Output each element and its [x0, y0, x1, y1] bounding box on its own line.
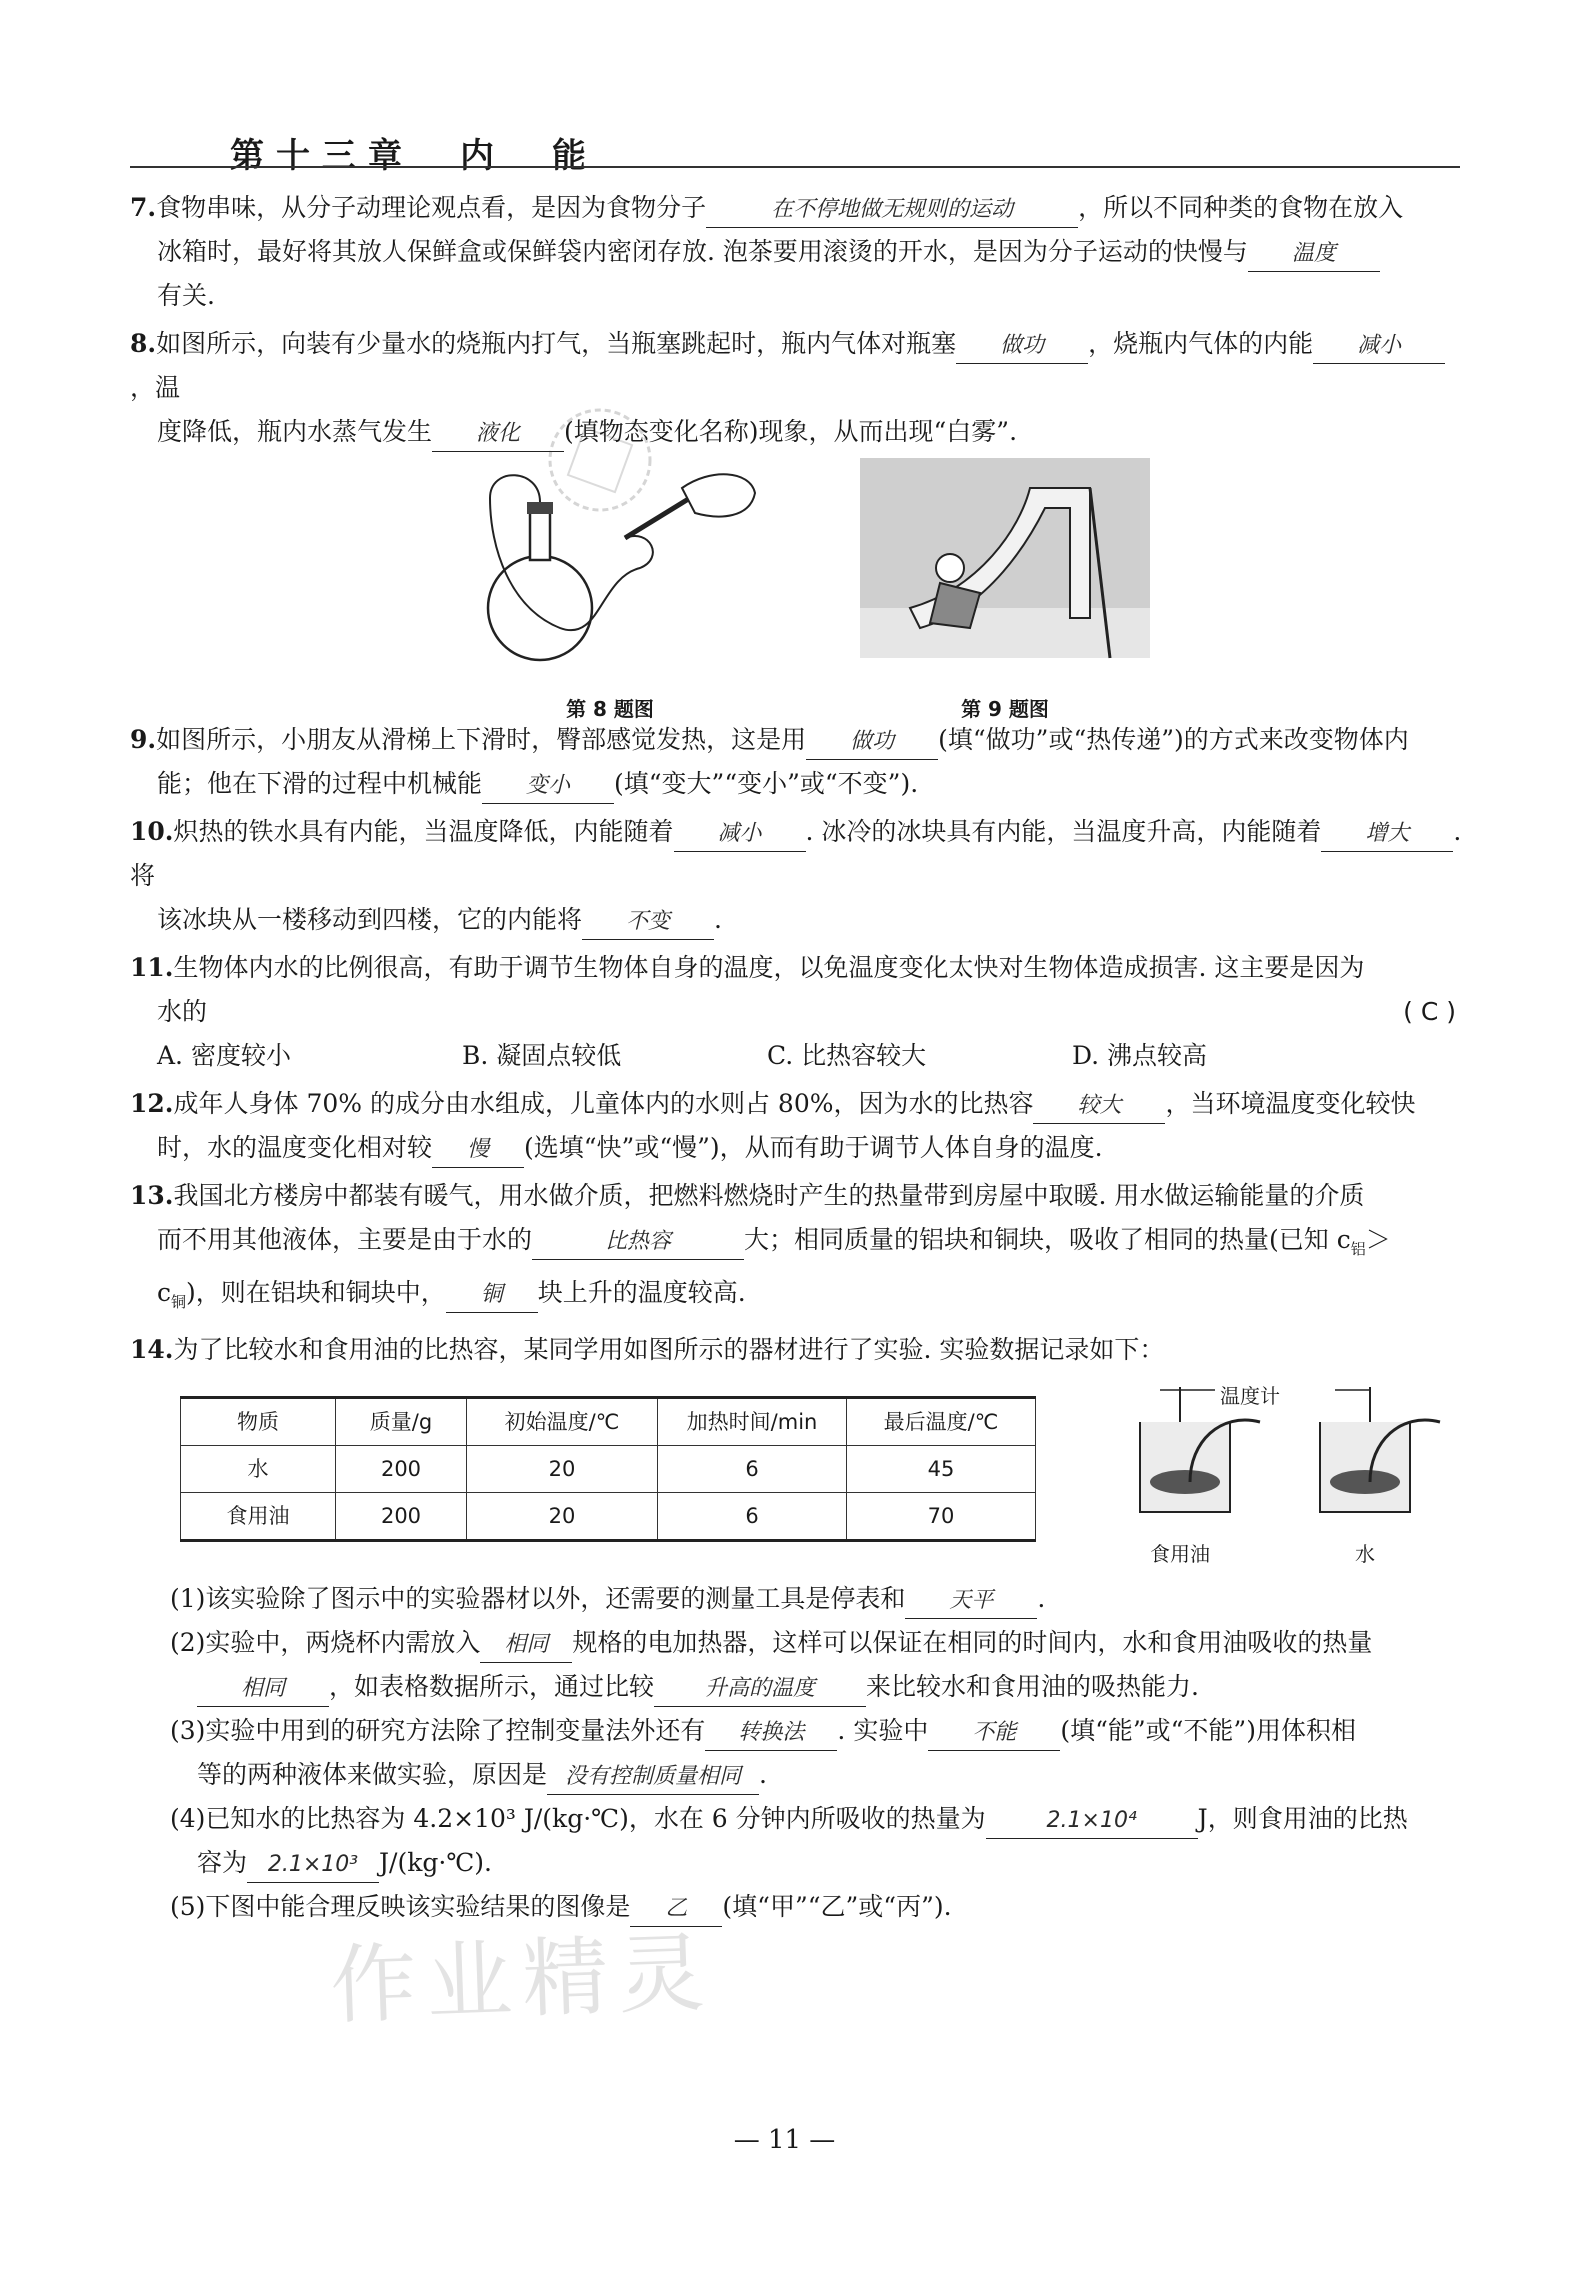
answer-blank: 没有控制质量相同 — [547, 1760, 759, 1795]
question-text: ，如表格数据所示，通过比较 — [329, 1672, 655, 1701]
table-cell: 6 — [658, 1446, 847, 1493]
answer-blank: 温度 — [1248, 237, 1380, 272]
question-text: 规格的电加热器，这样可以保证在相同的时间内，水和食用油吸收的热量 — [572, 1628, 1373, 1657]
question-text: 水的 — [157, 997, 208, 1026]
question-text: 块上升的温度较高. — [537, 1278, 746, 1307]
question-text: 大；相同质量的铝块和铜块，吸收了相同的热量(已知 c — [744, 1225, 1351, 1254]
question-text: (4)已知水的比热容为 4.2×10³ J/(kg·℃)，水在 6 分钟内所吸收的热量为 — [170, 1804, 986, 1833]
question-text: (3)实验中用到的研究方法除了控制变量法外还有 — [170, 1716, 706, 1745]
question-text: 食物串味，从分子动理论观点看，是因为食物分子 — [156, 193, 707, 222]
sub-question-2 — [170, 1621, 1466, 1709]
sub-question-3 — [170, 1709, 1466, 1797]
question-number: 7. — [130, 193, 157, 222]
question-9 — [130, 718, 1466, 806]
question-text: (5)下图中能合理反映该实验结果的图像是 — [170, 1892, 631, 1921]
table-cell: 水 — [181, 1446, 336, 1493]
answer-blank: 2.1×10³ — [247, 1848, 379, 1883]
question-text: 炽热的铁水具有内能，当温度降低，内能随着 — [173, 817, 674, 846]
question-text: 我国北方楼房中都装有暖气，用水做介质，把燃料燃烧时产生的热量带到房屋中取暖. 用水做运输能量的介质 — [173, 1181, 1365, 1210]
sub-question-1 — [170, 1577, 1466, 1621]
question-text: ，烧瓶内气体的内能 — [1088, 329, 1314, 358]
question-text: J/(kg·℃). — [379, 1848, 492, 1877]
answer-blank: 较大 — [1033, 1089, 1165, 1124]
question-number: 14. — [130, 1335, 174, 1364]
option-a: A. 密度较小 — [157, 1041, 291, 1070]
answer-blank: 乙 — [630, 1892, 722, 1927]
answer-blank: 天平 — [905, 1584, 1037, 1619]
question-text: 时，水的温度变化相对较 — [157, 1133, 433, 1162]
page-number: — 11 — — [733, 2125, 836, 2155]
table-header: 最后温度/℃ — [847, 1398, 1036, 1446]
question-text: . 将 — [130, 817, 1462, 890]
figure-9 — [860, 458, 1150, 731]
answer-blank: 相同 — [197, 1672, 329, 1707]
figure-row — [130, 458, 1466, 721]
beakers-icon — [1120, 1382, 1460, 1542]
question-text: (填“变大”“变小”或“不变”). — [614, 769, 919, 798]
table-header: 初始温度/℃ — [467, 1398, 658, 1446]
answer-blank: 减小 — [1313, 329, 1445, 364]
question-text: (填“做功”或“热传递”)的方式来改变物体内 — [938, 725, 1409, 754]
table-row — [181, 1446, 1036, 1493]
question-number: 11. — [130, 953, 174, 982]
question-text: 容为 — [197, 1848, 248, 1877]
table-cell: 20 — [467, 1446, 658, 1493]
figure-8 — [450, 458, 770, 731]
watermark: 作业精灵 — [328, 1923, 716, 2037]
question-text: 能；他在下滑的过程中机械能 — [157, 769, 483, 798]
answer-blank: 减小 — [674, 817, 806, 852]
answer-blank: 相同 — [480, 1628, 572, 1663]
answer-blank: 慢 — [432, 1133, 524, 1168]
table-cell: 6 — [658, 1493, 847, 1541]
option-list — [130, 1034, 1466, 1078]
sub-question-4 — [170, 1797, 1466, 1885]
question-7 — [130, 186, 1466, 318]
answer-blank: 变小 — [482, 769, 614, 804]
table-row — [181, 1493, 1036, 1541]
subscript: 铝 — [1350, 1240, 1366, 1258]
table-cell: 200 — [336, 1446, 467, 1493]
question-text: ，所以不同种类的食物在放入 — [1078, 193, 1404, 222]
water-label: 水 — [1355, 1542, 1375, 1566]
table-header: 质量/g — [336, 1398, 467, 1446]
question-text: J，则食用油的比热 — [1197, 1804, 1408, 1833]
question-text: . — [759, 1760, 767, 1789]
question-text: 而不用其他液体，主要是由于水的 — [157, 1225, 533, 1254]
choice-answer: ( C ) — [1403, 997, 1456, 1026]
data-table — [180, 1396, 1036, 1542]
table-header: 物质 — [181, 1398, 336, 1446]
question-text: . — [714, 905, 722, 934]
answer-blank: 做功 — [806, 725, 938, 760]
question-text: . 实验中 — [837, 1716, 929, 1745]
header-rule — [130, 166, 1460, 168]
option-d: D. 沸点较高 — [1072, 1041, 1208, 1070]
question-text: (1)该实验除了图示中的实验器材以外，还需要的测量工具是停表和 — [170, 1584, 906, 1613]
question-text: (填“甲”“乙”或“丙”). — [722, 1892, 952, 1921]
question-text: ，温 — [130, 373, 181, 402]
question-text: 来比较水和食用油的吸热能力. — [866, 1672, 1199, 1701]
answer-blank: 液化 — [432, 417, 564, 452]
question-text: (填“能”或“不能”)用体积相 — [1060, 1716, 1356, 1745]
table-cell: 食用油 — [181, 1493, 336, 1541]
answer-blank: 增大 — [1321, 817, 1453, 852]
question-text: c — [157, 1278, 172, 1307]
table-cell: 45 — [847, 1446, 1036, 1493]
question-text: 该冰块从一楼移动到四楼，它的内能将 — [157, 905, 583, 934]
answer-blank: 比热容 — [532, 1225, 744, 1260]
question-text: 生物体内水的比例很高，有助于调节生物体自身的温度，以免温度变化太快对生物体造成损害. 这主要是因为 — [173, 953, 1365, 982]
question-text: 等的两种液体来做实验，原因是 — [197, 1760, 548, 1789]
question-text: 如图所示，小朋友从滑梯上下滑时，臀部感觉发热，这是用 — [156, 725, 807, 754]
answer-blank: 不变 — [582, 905, 714, 940]
beaker-figure — [1120, 1382, 1460, 1577]
answer-blank: 不能 — [928, 1716, 1060, 1751]
question-text: ＞ — [1365, 1225, 1391, 1254]
question-number: 9. — [130, 725, 157, 754]
question-14 — [130, 1328, 1466, 1929]
question-text: 度降低，瓶内水蒸气发生 — [157, 417, 433, 446]
question-text: . — [1037, 1584, 1046, 1613]
question-text: ，当环境温度变化较快 — [1165, 1089, 1416, 1118]
question-text: 如图所示，向装有少量水的烧瓶内打气，当瓶塞跳起时，瓶内气体对瓶塞 — [156, 329, 957, 358]
thermometer-label: 温度计 — [1220, 1384, 1280, 1408]
flask-pump-icon — [450, 458, 770, 668]
option-c: C. 比热容较大 — [767, 1041, 927, 1070]
table-header: 加热时间/min — [658, 1398, 847, 1446]
figure-caption: 第 9 题图 — [961, 697, 1049, 721]
question-text: 成年人身体 70% 的成分由水组成，儿童体内的水则占 80%，因为水的比热容 — [173, 1089, 1034, 1118]
table-cell: 20 — [467, 1493, 658, 1541]
question-text: 有关. — [157, 281, 215, 310]
table-cell: 200 — [336, 1493, 467, 1541]
answer-blank: 在不停地做无规则的运动 — [706, 193, 1078, 228]
answer-blank: 铜 — [446, 1278, 538, 1313]
question-number: 13. — [130, 1181, 174, 1210]
oil-label: 食用油 — [1150, 1542, 1210, 1566]
question-number: 8. — [130, 329, 157, 358]
question-text: 冰箱时，最好将其放人保鲜盒或保鲜袋内密闭存放. 泡茶要用滚烫的开水，是因为分子运动的快慢与 — [157, 237, 1248, 266]
answer-blank: 转换法 — [705, 1716, 837, 1751]
question-number: 10. — [130, 817, 174, 846]
question-text: 为了比较水和食用油的比热容，某同学用如图所示的器材进行了实验. 实验数据记录如下： — [173, 1335, 1165, 1364]
question-text: . 冰冷的冰块具有内能，当温度升高，内能随着 — [805, 817, 1322, 846]
table-header-row — [181, 1398, 1036, 1446]
answer-blank: 做功 — [956, 329, 1088, 364]
question-number: 12. — [130, 1089, 174, 1118]
option-b: B. 凝固点较低 — [462, 1041, 622, 1070]
question-8 — [130, 322, 1466, 454]
slide-child-icon — [860, 458, 1150, 668]
question-13 — [130, 1174, 1466, 1324]
chapter-header — [130, 118, 1460, 176]
answer-blank: 升高的温度 — [654, 1672, 866, 1707]
questions — [130, 186, 1466, 1933]
question-10 — [130, 810, 1466, 942]
sub-questions — [130, 1577, 1466, 1929]
question-text: (填物态变化名称)现象，从而出现“白雾”. — [564, 417, 1018, 446]
question-11 — [130, 946, 1466, 1078]
table-and-figure — [130, 1382, 1466, 1577]
question-text: )，则在铝块和铜块中， — [186, 1278, 446, 1307]
answer-blank: 2.1×10⁴ — [986, 1804, 1198, 1839]
table-cell: 70 — [847, 1493, 1036, 1541]
question-12 — [130, 1082, 1466, 1170]
chapter-title: 第十三章 内 能 — [230, 136, 598, 176]
figure-caption: 第 8 题图 — [566, 697, 654, 721]
question-text: (选填“快”或“慢”)，从而有助于调节人体自身的温度. — [524, 1133, 1103, 1162]
subscript: 铜 — [171, 1293, 187, 1311]
question-text: (2)实验中，两烧杯内需放入 — [170, 1628, 481, 1657]
